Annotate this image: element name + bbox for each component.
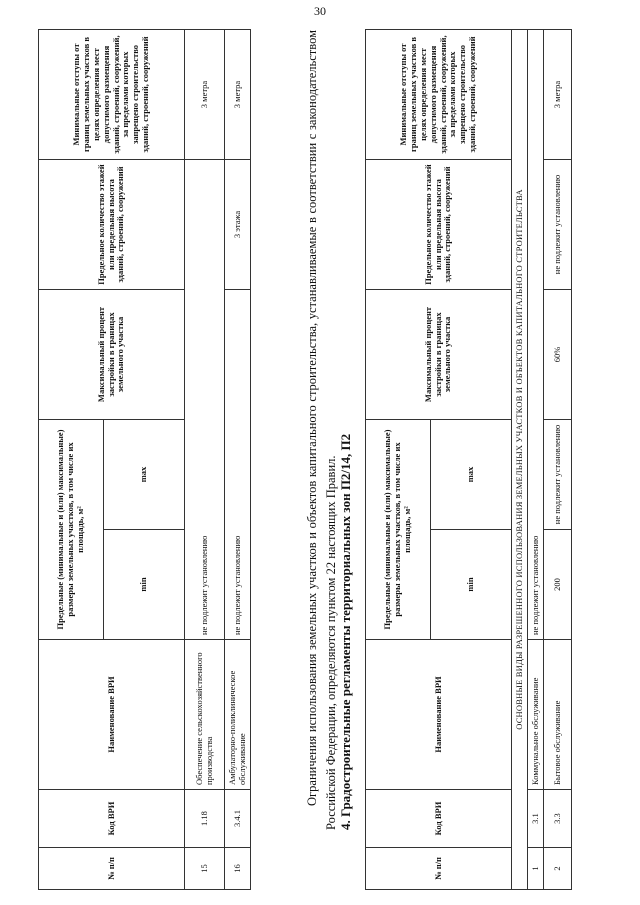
cell-name: Коммунальное обслуживание [528,640,544,790]
col-header-percent: Максимальный процент застройки в границах земельного участка [366,290,512,420]
cell-merged: не подлежит установлению [528,30,544,640]
col-header-name: Наименование ВРИ [39,640,185,790]
col-header-size-group: Предельные (минимальные и (или) максимальные) размеры земельных участков, в том числе их площадь, м² [366,420,431,640]
cell-num: 1 [528,848,544,890]
cell-code: 3.4.1 [225,790,251,848]
section-heading: 4. Градостроительные регламенты территориальных зон П2/14, П2 [338,433,353,830]
col-header-floors: Предельное количество этажей или предельная высота зданий, строений, сооружений [39,160,185,290]
cell-merged: не подлежит установлению [225,290,251,640]
col-header-num: № п/п [39,848,185,890]
cell-code: 3.1 [528,790,544,848]
cell-num: 16 [225,848,251,890]
cell-merged: не подлежит установлению [185,160,225,640]
table-row [225,30,251,890]
cell-code: 3.3 [544,790,572,848]
table-section-row [512,30,528,890]
restriction-paragraph: Ограничения использования земельных участков и объектов капитального строительства, устанавливаемые в соответствии с законодательством Российской Федерации, определяются пунктом 22 настоящих Правил. [304,30,338,830]
page-number: 30 [314,4,326,18]
cell-num: 15 [185,848,225,890]
col-header-num: № п/п [366,848,512,890]
col-header-floors: Предельное количество этажей или предельная высота зданий, строений, сооружений [366,160,512,290]
col-header-code: Код ВРИ [366,790,512,848]
cell-name: Обеспечение сельскохозяйственного производства [185,640,225,790]
rotated-page-content [20,30,620,890]
col-header-min: min [104,530,185,640]
cell-num: 2 [544,848,572,890]
cell-name: Амбулаторно-поликлиническое обслуживание [225,640,251,790]
cell-min: 200 [544,530,572,640]
table-row [528,30,544,890]
cell-floors: не подлежит установлению [544,160,572,290]
table-row [544,30,572,890]
table-header-row [366,30,431,890]
col-header-name: Наименование ВРИ [366,640,512,790]
cell-floors: 3 этажа [225,160,251,290]
cell-setback: 3 метра [544,30,572,160]
cell-setback: 3 метра [185,30,225,160]
cell-percent: 60% [544,290,572,420]
col-header-setback: Минимальные отступы от границ земельных участков в целях определения мест допустимого размещения зданий, строений, сооружений, за пределами которых запрещено строительство зданий, строений, сооружений [39,30,185,160]
table-row [185,30,225,890]
col-header-code: Код ВРИ [39,790,185,848]
col-header-percent: Максимальный процент застройки в границах земельного участка [39,290,185,420]
cell-max: не подлежит установлению [544,420,572,530]
section-title-row: ОСНОВНЫЕ ВИДЫ РАЗРЕШЕННОГО ИСПОЛЬЗОВАНИЯ ЗЕМЕЛЬНЫХ УЧАСТКОВ И ОБЪЕКТОВ КАПИТАЛЬНОГО СТРОИТЕЛЬСТВА [512,30,528,890]
col-header-size-group: Предельные (минимальные и (или) максимальные) размеры земельных участков, в том числе их площадь, м² [39,420,104,640]
cell-code: 1.18 [185,790,225,848]
col-header-max: max [104,420,185,530]
col-header-setback: Минимальные отступы от границ земельных участков в целях определения мест допустимого размещения зданий, строений, сооружений, за пределами которых запрещено строительство зданий, строений, сооружений [366,30,512,160]
table-header-row [39,30,104,890]
col-header-max: max [431,420,512,530]
cell-name: Бытовое обслуживание [544,640,572,790]
col-header-min: min [431,530,512,640]
regulation-table-continued [38,29,251,890]
cell-setback: 3 метра [225,30,251,160]
regulation-table-p2 [365,29,572,890]
